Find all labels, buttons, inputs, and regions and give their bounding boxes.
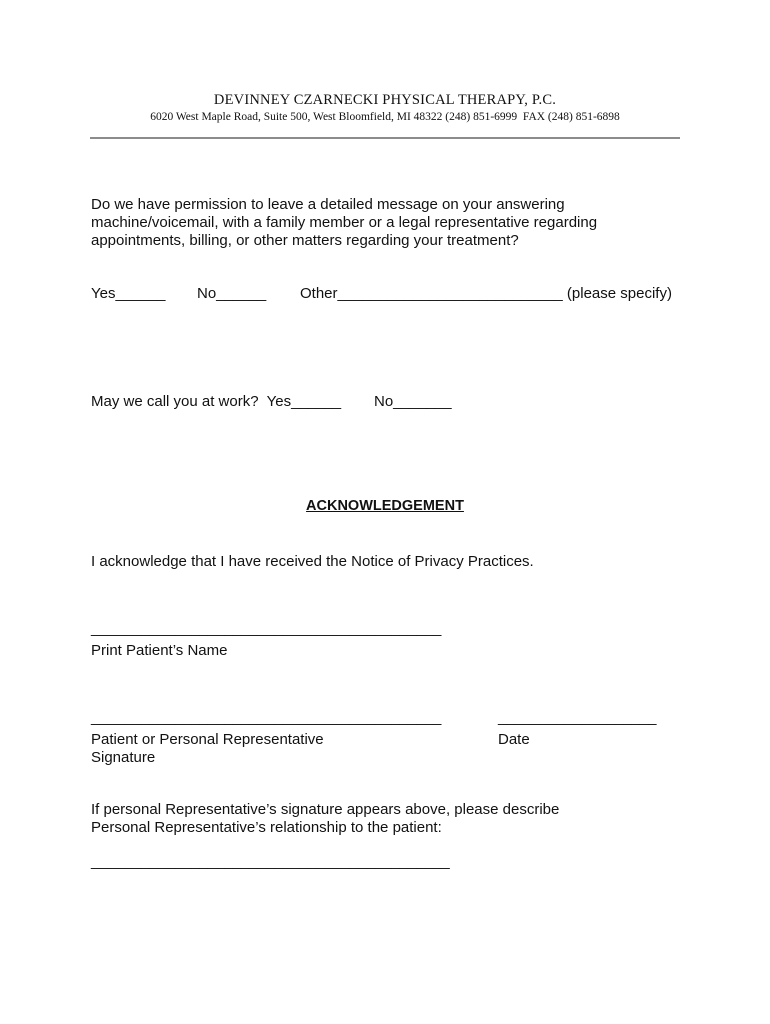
work-call-no-field[interactable]: No_______ <box>374 393 452 410</box>
permission-no-field[interactable]: No______ <box>197 285 267 302</box>
work-call-question-yes-field[interactable]: May we call you at work? Yes______ <box>91 393 342 410</box>
practice-name: DEVINNEY CZARNECKI PHYSICAL THERAPY, P.C. <box>213 92 557 108</box>
signature-field[interactable]: __________________________________________ <box>91 709 442 726</box>
practice-address: 6020 West Maple Road, Suite 500, West Bloomfield, MI 48322 (248) 851-6999 FAX (248) 851-6898 <box>150 111 620 123</box>
permission-other-field[interactable]: Other___________________________ (please specify) <box>300 285 672 302</box>
permission-question: Do we have permission to leave a detailed message on your answering machine/voicemail, with a family member or a legal representative regarding appointments, billing, or other matters regarding your treatment? <box>91 196 598 249</box>
patient-name-field[interactable]: __________________________________________ <box>91 620 442 637</box>
acknowledgement-heading: ACKNOWLEDGEMENT <box>306 498 464 514</box>
acknowledgement-statement: I acknowledge that I have received the Notice of Privacy Practices. <box>91 553 534 570</box>
patient-name-label: Print Patient’s Name <box>91 642 228 659</box>
date-field[interactable]: ___________________ <box>498 709 657 726</box>
signature-label: Patient or Personal Representative Signature <box>91 731 324 766</box>
permission-yes-field[interactable]: Yes______ <box>91 285 166 302</box>
representative-question: If personal Representative’s signature appears above, please describe Personal Representative’s relationship to the patient: <box>91 801 560 836</box>
date-label: Date <box>498 731 530 748</box>
header-divider <box>90 137 680 139</box>
relationship-field[interactable]: ___________________________________________ <box>91 853 450 870</box>
